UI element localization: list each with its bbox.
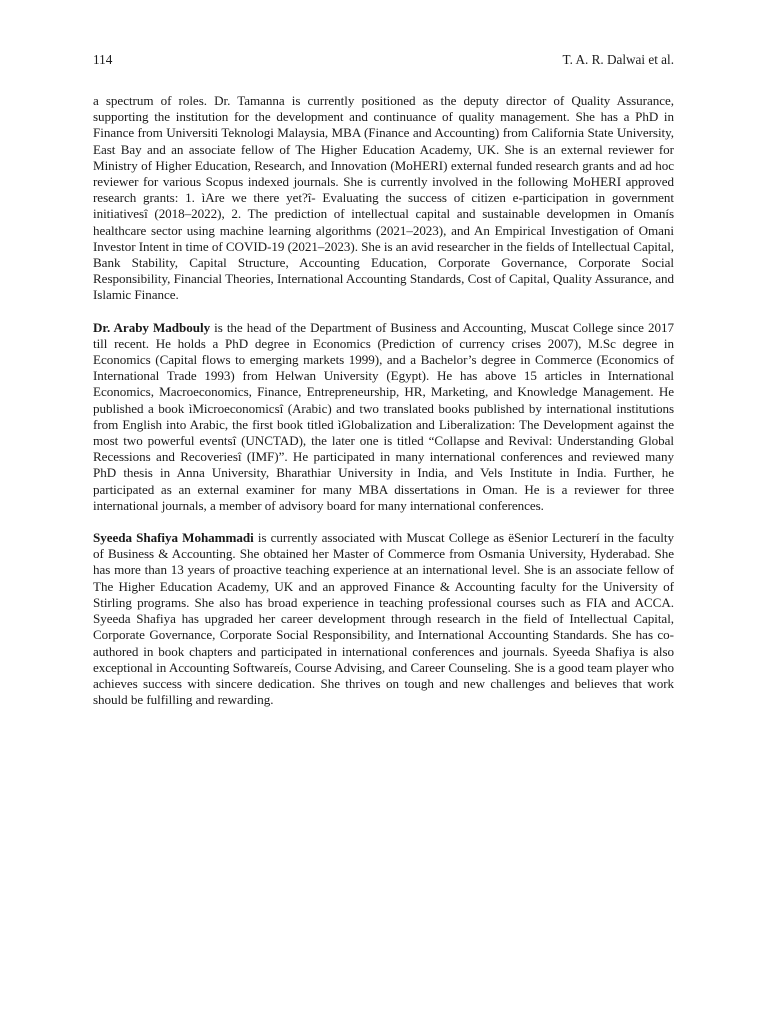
bio-araby-madbouly <box>93 320 674 514</box>
running-head <box>93 52 674 72</box>
author-biographies <box>93 93 674 724</box>
page-number: 114 <box>93 52 113 67</box>
bio-syeeda-shafiya-mohammadi <box>93 530 674 708</box>
bio-author-name: Dr. Araby Madbouly <box>93 319 211 335</box>
running-author: T. A. R. Dalwai et al. <box>562 52 674 67</box>
bio-author-name: Syeeda Shafiya Mohammadi <box>93 530 254 546</box>
bio-text: a spectrum of roles. Dr. Tamanna is currently positioned as the deputy director of Quality Assurance, supporting the institution for the development and continuance of quality management. She has a PhD in Finance from Universiti Teknologi Malaysia, MBA (Finance and Accounting) from California State University, East Bay and an associate fellow of The Higher Education Academy, UK. She is an external reviewer for Ministry of Higher Education, Research, and Innovation (MoHERI) external funded research grants and ad hoc reviewer for various Scopus indexed journals. She is currently involved in the following MoHERI approved research grants: 1. ìAre we there yet?î- Evaluating the success of citizen e-participation in government initiativesî (2018–2022), 2. The prediction of intellectual capital and sustainable developmen in Omanís healthcare sector using machine learning algorithms (2021–2023), and An Empirical Investigation of Omani Investor Intent in time of COVID-19 (2021–2023). She is an avid researcher in the fields of Intellectual Capital, Bank Stability, Capital Structure, Accounting Education, Corporate Governance, Corporate Social Responsibility, Financial Theories, International Accounting Standards, Cost of Capital, Quality Assurance, and Islamic Finance. <box>93 93 674 303</box>
bio-tamanna <box>93 93 674 304</box>
bio-text: is currently associated with Muscat College as ëSenior Lecturerí in the faculty of Business & Accounting. She obtained her Master of Commerce from Osmania University, Hyderabad. She has more than 13 years of proactive teaching experience at an international level. She is an associate fellow of The Higher Education Academy, UK and an approved Finance & Accounting faculty for the University of Stirling programs. She also has broad experience in teaching professional courses such as FIA and ACCA. Syeeda Shafiya has upgraded her career development through research in the field of Intellectual Capital, Corporate Governance, Corporate Social Responsibility, and International Accounting Standards. She has co-authored in book chapters and participated in international conferences and journals. Syeeda Shafiya is also exceptional in Accounting Softwareís, Course Advising, and Career Counseling. She is a good team player who achieves success with sincere dedication. She thrives on tough and new challenges and believes that work should be fulfilling and rewarding. <box>93 530 674 708</box>
bio-text: is the head of the Department of Business and Accounting, Muscat College since 2017 till recent. He holds a PhD degree in Economics (Prediction of currency crises 2007), M.Sc degree in Economics (Capital flows to emerging markets 1999), and a Bachelor’s degree in Commerce (Economics of International Trade 1993) from Helwan University (Egypt). He has above 15 articles in International Economics, Macroeconomics, Finance, Entrepreneurship, HR, Marketing, and Knowledge Management. He published a book ìMicroeconomicsî (Arabic) and two translated books published by international institutions from English into Arabic, the first book titled ìGlobalization and Liberalization: The Development against the most two powerful eventsî (UNCTAD), the later one is titled “Collapse and Revival: Understanding Global Recessions and Recoveriesî (IMF)”. He participated in many international conferences and reviewed many PhD thesis in Anna University, Bharathiar University in India, and Vels Institute in India. Further, he participated as an external examiner for many MBA dissertations in Oman. He is a reviewer for three international journals, a member of advisory board for many international conferences. <box>93 319 674 513</box>
